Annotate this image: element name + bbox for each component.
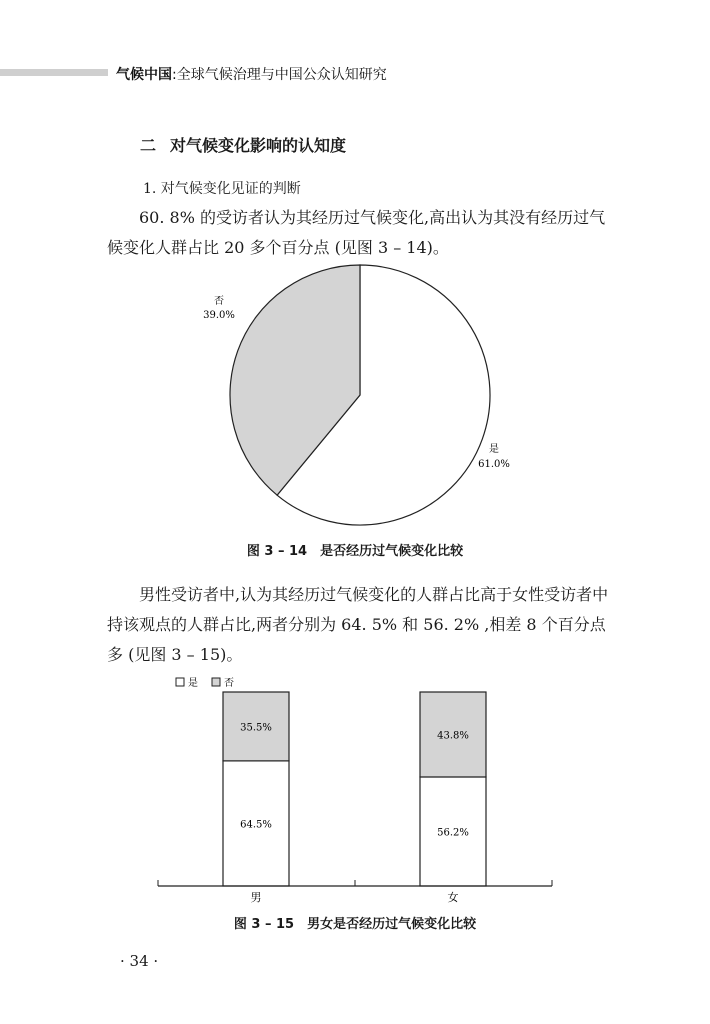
header-title-rest: 全球气候治理与中国公众认知研究 [176,67,387,83]
figure-14-caption: 图 3 – 14 是否经历过气候变化比较 [246,544,464,559]
bar-label-female-yes: 56.2% [437,827,469,839]
section-number: 二 [140,136,157,155]
stacked-bar-chart [0,660,710,910]
legend-label-no: 否 [224,678,234,689]
figure-15-caption: 图 3 – 15 男女是否经历过气候变化比较 [233,917,477,932]
bar-label-male-yes: 64.5% [240,819,272,831]
paragraph-1-text: 60. 8% 的受访者认为其经历过气候变化,高出认为其没有经历过气候变化人群占比 20 多个百分点 (见图 3 – 14)。 [107,208,606,257]
paragraph-2 [107,580,612,670]
header-title-bold: 气候中国 [116,67,172,83]
pie-label-yes: 是 [489,444,499,455]
page-number: · 34 · [120,952,159,970]
legend-swatch-yes [176,678,184,686]
section-title: 对气候变化影响的认知度 [170,136,347,155]
legend-label-yes: 是 [188,678,198,689]
bar-label-male-no: 35.5% [240,722,272,734]
bar-label-female-no: 43.8% [437,730,469,742]
pie-value-no: 39.0% [203,310,235,321]
legend-swatch-no [212,678,220,686]
x-tick-label-female: 女 [447,891,459,904]
paragraph-2-text: 男性受访者中,认为其经历过气候变化的人群占比高于女性受访者中持该观点的人群占比,两者分别为 64. 5% 和 56. 2% ,相差 8 个百分点多 (见图 3 – 15)。 [107,585,609,664]
x-tick-label-male: 男 [250,891,262,904]
pie-value-yes: 61.0% [478,459,510,470]
subsection-heading: 1. 对气候变化见证的判断 [143,181,301,197]
header-separator: : [172,67,177,83]
pie-label-no: 否 [214,296,224,307]
